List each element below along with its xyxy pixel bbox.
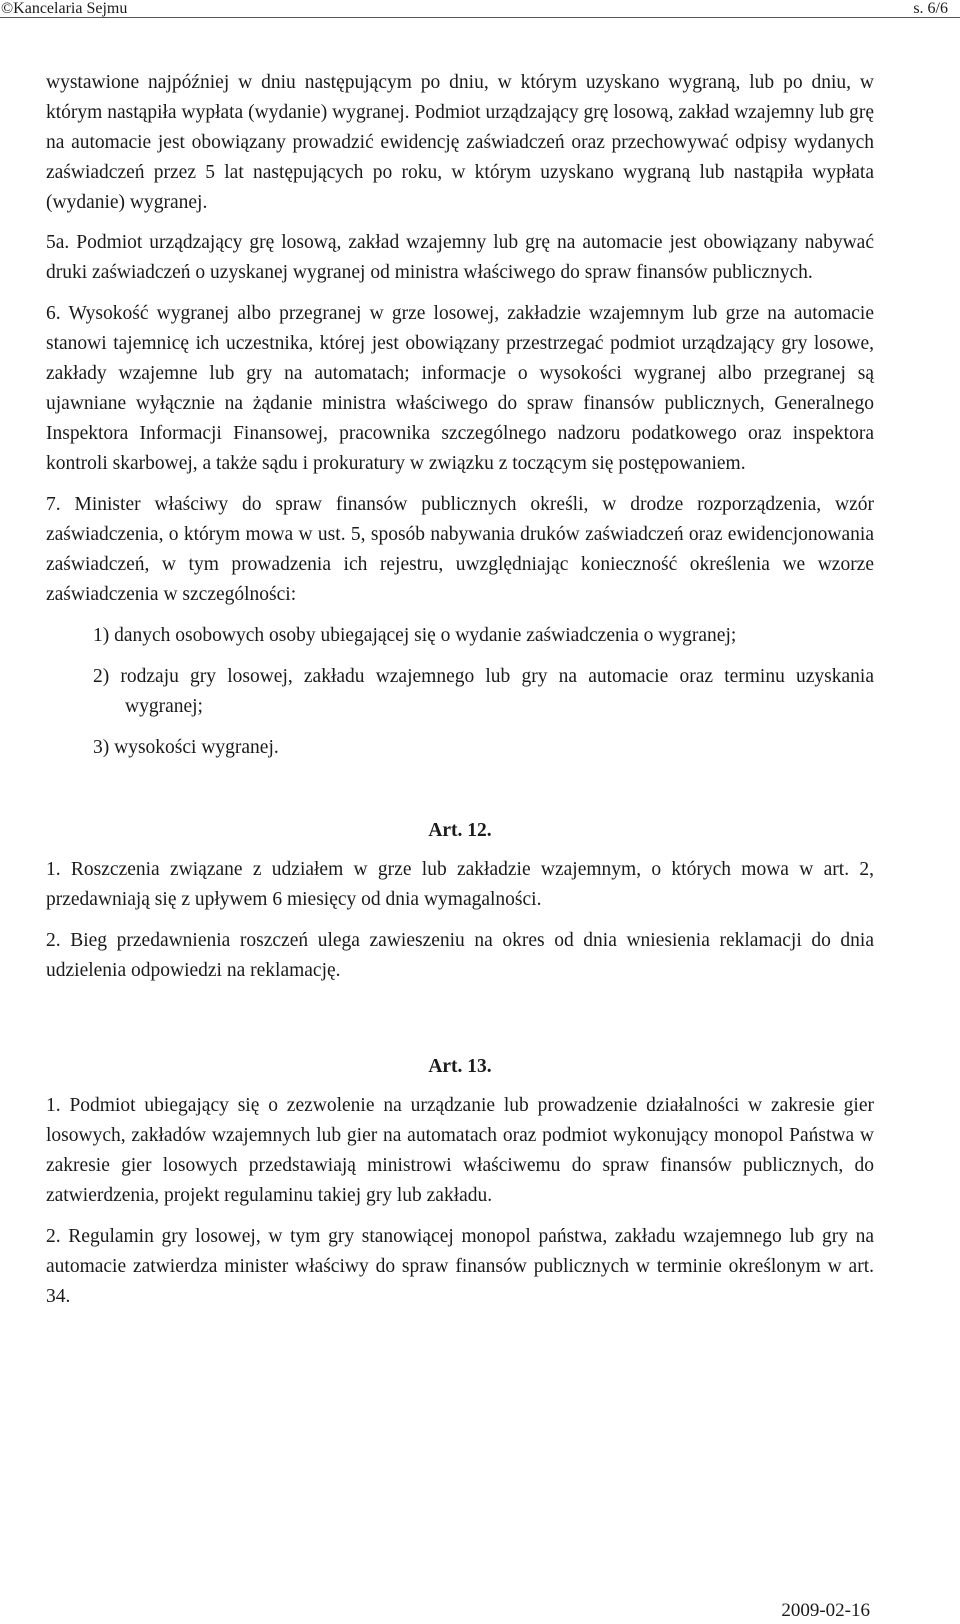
page-header: [0, 0, 960, 18]
header-copyright: ©Kancelaria Sejmu: [1, 0, 128, 17]
list-item-2: 2) rodzaju gry losowej, zakładu wzajemnego lub gry na automacie oraz terminu uzyskania wygranej;: [93, 666, 874, 717]
paragraph-5a: 5a. Podmiot urządzający grę losową, zakład wzajemny lub grę na automacie jest obowiązany nabywać druki zaświadczeń o uzyskanej wygranej od ministra właściwego do spraw finansów publicznych.: [46, 232, 874, 283]
header-page-number: s. 6/6: [913, 0, 948, 17]
paragraph-continued: wystawione najpóźniej w dniu następującym po dniu, w którym uzyskano wygraną, lub po dniu, w którym nastąpiła wypłata (wydanie) wygranej. Podmiot urządzający grę losową, zakład wzajemny lub grę na automacie jest obowiązany prowadzić ewidencję zaświadczeń oraz przechowywać odpisy wydanych zaświadczeń przez 5 lat następujących po roku, w którym uzyskano wygraną lub nastąpiła wypłata (wydanie) wygranej.: [46, 72, 874, 213]
article-13-paragraph-1: 1. Podmiot ubiegający się o zezwolenie na urządzanie lub prowadzenie działalności w zakresie gier losowych, zakładów wzajemnych lub gier na automatach oraz podmiot wykonujący monopol Państwa w zakresie gier losowych przedstawiają ministrowi właściwemu do spraw finansów publicznych, do zatwierdzenia, projekt regulaminu takiej gry lub zakładu.: [46, 1095, 874, 1206]
paragraph-6: 6. Wysokość wygranej albo przegranej w grze losowej, zakładzie wzajemnym lub grze na automacie stanowi tajemnicę ich uczestnika, której jest obowiązany przestrzegać podmiot urządzający gry losowe, zakłady wzajemne lub gry na automatach; informacje o wysokości wygranej albo przegranej są ujawniane wyłącznie na żądanie ministra właściwego do spraw finansów publicznych, Generalnego Inspektora Informacji Finansowej, pracownika szczególnego nadzoru podatkowego oraz inspektora kontroli skarbowej, a także sądu i prokuratury w związku z toczącym się postępowaniem.: [46, 303, 874, 474]
article-13-paragraph-2: 2. Regulamin gry losowej, w tym gry stanowiącej monopol państwa, zakładu wzajemnego lub gry na automacie zatwierdza minister właściwy do spraw finansów publicznych w terminie określonym w art. 34.: [46, 1226, 874, 1307]
header-divider: [0, 17, 960, 18]
footer-date: 2009-02-16: [781, 1600, 870, 1621]
article-12-paragraph-1: 1. Roszczenia związane z udziałem w grze lub zakładzie wzajemnym, o których mowa w art. 2, przedawniają się z upływem 6 miesięcy od dnia wymagalności.: [46, 859, 874, 910]
document-body: [46, 68, 874, 1323]
article-12-title: Art. 12.: [428, 820, 492, 841]
list-item-3: 3) wysokości wygranej.: [93, 737, 279, 758]
paragraph-7: 7. Minister właściwy do spraw finansów publicznych określi, w drodze rozporządzenia, wzór zaświadczenia, o którym mowa w ust. 5, sposób nabywania druków zaświadczeń oraz ewidencjonowania zaświadczeń, w tym prowadzenia ich rejestru, uwzględniając konieczność określenia we wzorze zaświadczenia w szczególności:: [46, 494, 874, 605]
article-13-title: Art. 13.: [428, 1056, 492, 1077]
article-12-paragraph-2: 2. Bieg przedawnienia roszczeń ulega zawieszeniu na okres od dnia wniesienia reklamacji do dnia udzielenia odpowiedzi na reklamację.: [46, 930, 874, 981]
list-item-1: 1) danych osobowych osoby ubiegającej się o wydanie zaświadczenia o wygranej;: [93, 625, 737, 646]
